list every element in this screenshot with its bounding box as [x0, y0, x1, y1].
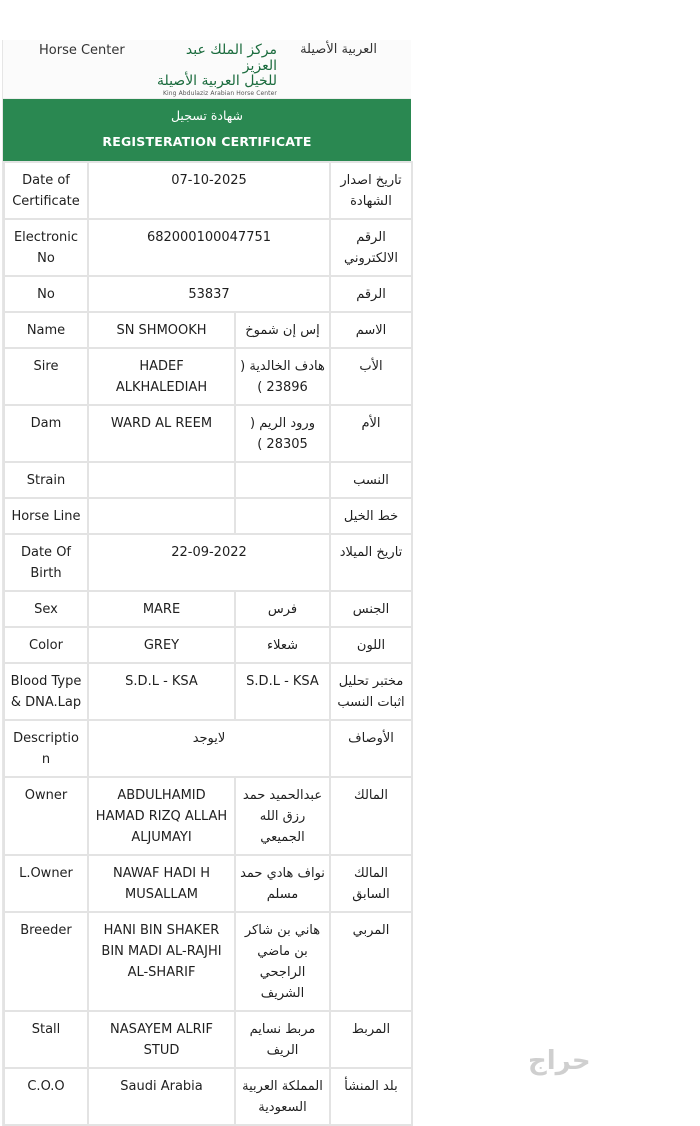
row-owner	[4, 777, 412, 855]
label-ar: المالك السابق	[330, 855, 412, 912]
label-ar: خط الخيل	[330, 498, 412, 534]
banner-title-arabic: شهادة تسجيل	[170, 108, 244, 123]
value-en: HANI BIN SHAKER BIN MADI AL-RAJHI AL-SHARIF	[88, 912, 235, 1011]
row-sire	[4, 348, 412, 405]
label-en: No	[4, 276, 88, 312]
row-horse-line	[4, 498, 412, 534]
label-en: Breeder	[4, 912, 88, 1011]
label-ar: تاريخ الميلاد	[330, 534, 412, 591]
value-ar: إس إن شموخ	[235, 312, 330, 348]
label-en: Strain	[4, 462, 88, 498]
label-en: Electronic No	[4, 219, 88, 276]
row-no	[4, 276, 412, 312]
value-ar: المملكة العربية السعودية	[235, 1068, 330, 1125]
value-ar: ورود الريم ( 28305 )	[235, 405, 330, 462]
value-ar: هادف الخالدية ( 23896 )	[235, 348, 330, 405]
label-ar: المربي	[330, 912, 412, 1011]
value-ar: شعلاء	[235, 627, 330, 663]
row-color	[4, 627, 412, 663]
row-dam	[4, 405, 412, 462]
label-en: Blood Type & DNA.Lap	[4, 663, 88, 720]
value: 22-09-2022	[88, 534, 330, 591]
value-en: MARE	[88, 591, 235, 627]
label-en: Dam	[4, 405, 88, 462]
label-ar: النسب	[330, 462, 412, 498]
label-en: L.Owner	[4, 855, 88, 912]
row-electronic-no	[4, 219, 412, 276]
label-ar: الرقم	[330, 276, 412, 312]
banner-title-english: REGISTERATION CERTIFICATE	[102, 134, 312, 149]
label-en: Date Of Birth	[4, 534, 88, 591]
row-sex	[4, 591, 412, 627]
label-en: Owner	[4, 777, 88, 855]
value: 682000100047751	[88, 219, 330, 276]
row-name	[4, 312, 412, 348]
label-ar: الاسم	[330, 312, 412, 348]
value-en: HADEF ALKHALEDIAH	[88, 348, 235, 405]
value-en	[88, 498, 235, 534]
row-blood-type	[4, 663, 412, 720]
haraj-watermark: حراج	[528, 1046, 591, 1076]
value-ar: S.D.L - KSA	[235, 663, 330, 720]
value-ar: هاني بن شاكر بن ماضي الراجحي الشريف	[235, 912, 330, 1011]
row-country-of-origin	[4, 1068, 412, 1125]
row-breeder	[4, 912, 412, 1011]
header-left-text: Horse Center	[39, 43, 125, 58]
value-en: GREY	[88, 627, 235, 663]
row-description	[4, 720, 412, 777]
label-en: Sex	[4, 591, 88, 627]
label-en: Date of Certificate	[4, 162, 88, 219]
label-en: Color	[4, 627, 88, 663]
value-en	[88, 462, 235, 498]
label-en: Sire	[4, 348, 88, 405]
value-ar: نواف هادي حمد مسلم	[235, 855, 330, 912]
certificate-banner	[3, 99, 411, 161]
label-en: Description	[4, 720, 88, 777]
center-logo	[153, 42, 277, 98]
label-en: C.O.O	[4, 1068, 88, 1125]
value-en: Saudi Arabia	[88, 1068, 235, 1125]
label-en: Name	[4, 312, 88, 348]
label-ar: مختبر تحليل اثبات النسب	[330, 663, 412, 720]
value-en: S.D.L - KSA	[88, 663, 235, 720]
value-en: ABDULHAMID HAMAD RIZQ ALLAH ALJUMAYI	[88, 777, 235, 855]
registration-certificate	[2, 40, 411, 1126]
value-ar: فرس	[235, 591, 330, 627]
certificate-table	[3, 161, 413, 1126]
row-date-of-birth	[4, 534, 412, 591]
value: 07-10-2025	[88, 162, 330, 219]
row-last-owner	[4, 855, 412, 912]
logo-english: King Abdulaziz Arabian Horse Center	[162, 90, 277, 97]
value-ar: مربط نسايم الريف	[235, 1011, 330, 1068]
label-en: Horse Line	[4, 498, 88, 534]
label-ar: الجنس	[330, 591, 412, 627]
row-strain	[4, 462, 412, 498]
certificate-header	[3, 40, 411, 99]
label-ar: تاريخ اصدار الشهادة	[330, 162, 412, 219]
logo-arabic-line1: مركز الملك عبد العزيز	[185, 42, 277, 74]
value-ar	[235, 498, 330, 534]
value-ar	[235, 462, 330, 498]
label-ar: الرقم الالكتروني	[330, 219, 412, 276]
label-en: Stall	[4, 1011, 88, 1068]
label-ar: الأم	[330, 405, 412, 462]
value: لايوجد	[88, 720, 330, 777]
logo-arabic-line2: للخيل العربية الأصيلة	[156, 73, 277, 89]
label-ar: المربط	[330, 1011, 412, 1068]
label-ar: بلد المنشأ	[330, 1068, 412, 1125]
row-date-of-certificate	[4, 162, 412, 219]
label-ar: المالك	[330, 777, 412, 855]
label-ar: اللون	[330, 627, 412, 663]
header-right-text: العربية الأصيلة	[300, 42, 377, 57]
label-ar: الأب	[330, 348, 412, 405]
value-en: WARD AL REEM	[88, 405, 235, 462]
label-ar: الأوصاف	[330, 720, 412, 777]
value: 53837	[88, 276, 330, 312]
value-en: SN SHMOOKH	[88, 312, 235, 348]
value-en: NASAYEM ALRIF STUD	[88, 1011, 235, 1068]
row-stall	[4, 1011, 412, 1068]
value-en: NAWAF HADI H MUSALLAM	[88, 855, 235, 912]
value-ar: عبدالحميد حمد رزق الله الجميعي	[235, 777, 330, 855]
